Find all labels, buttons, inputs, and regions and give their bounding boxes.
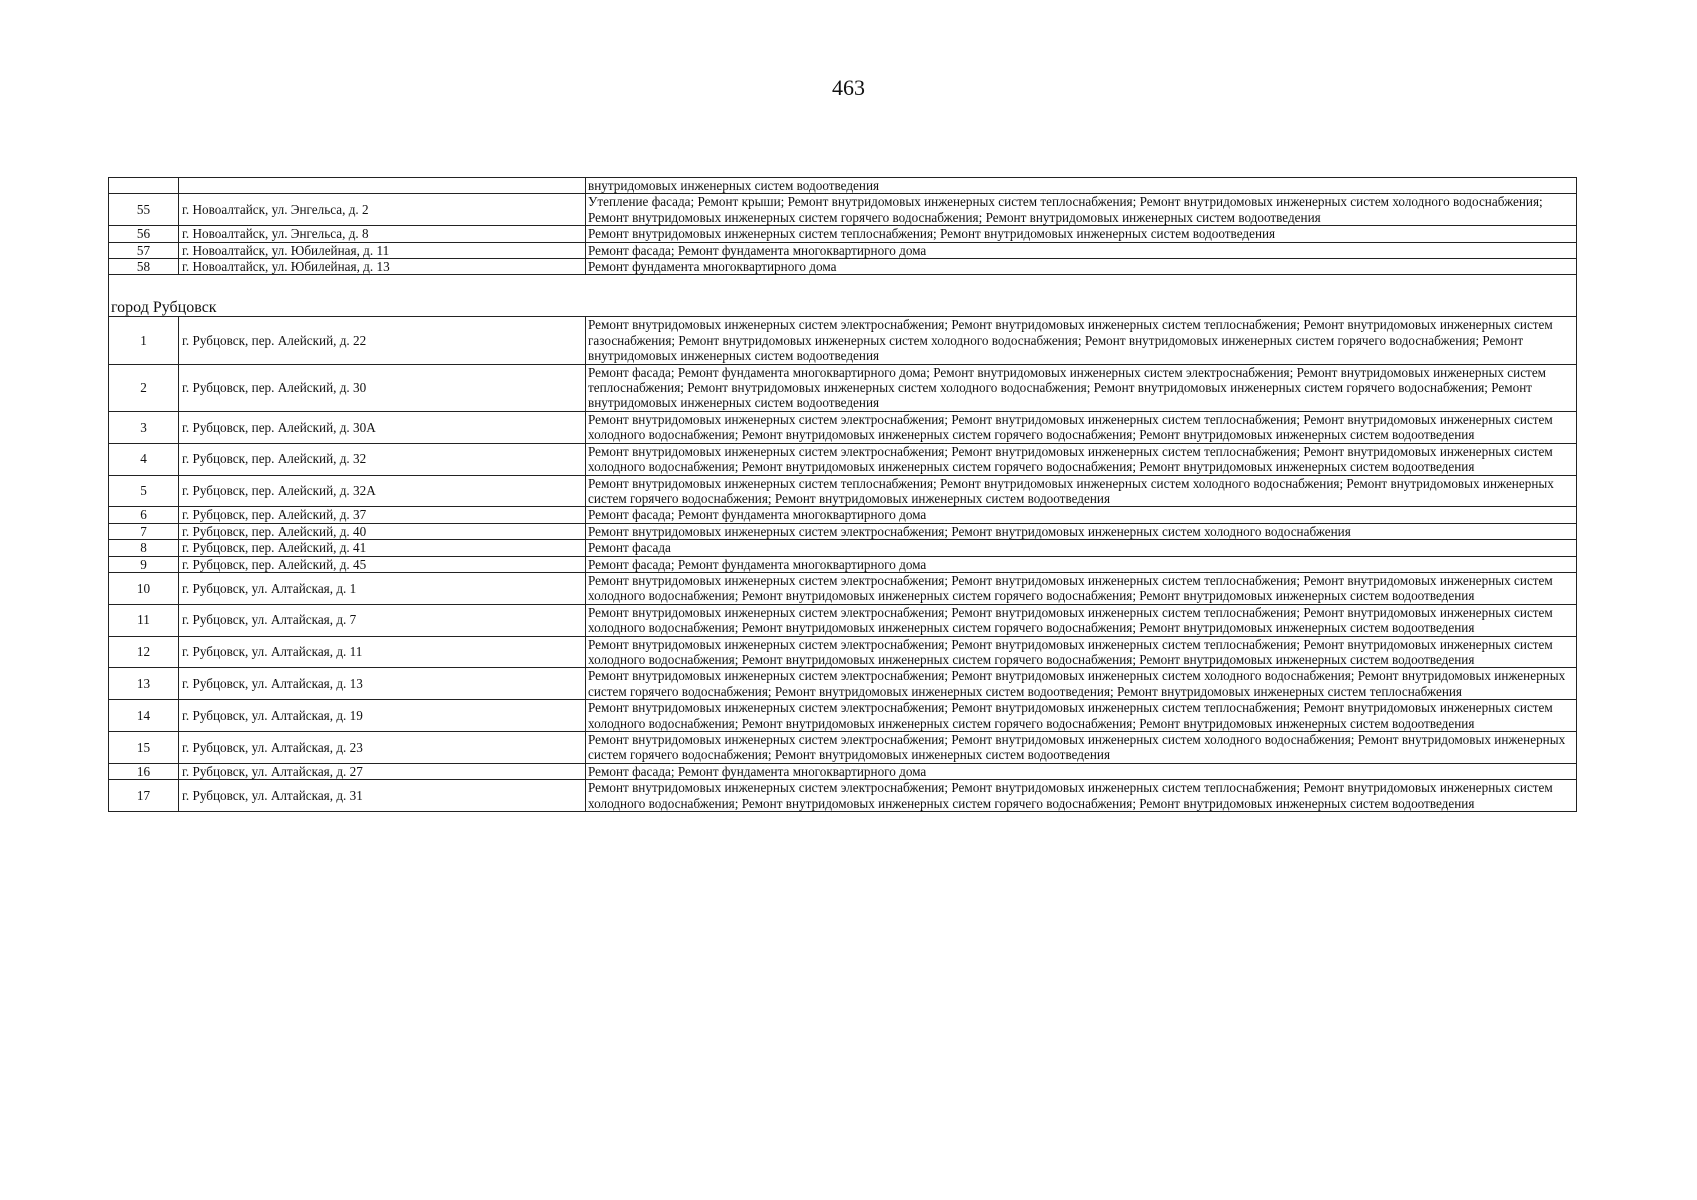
table-row	[109, 763, 1577, 779]
table-row	[109, 523, 1577, 539]
work-description-cell: Ремонт фасада; Ремонт фундамента многоквартирного дома; Ремонт внутридомовых инженерных систем электроснабжения; Ремонт внутридомовых инженерных систем теплоснабжения; Ремонт внутридомовых инженерных систем холодного водоснабжения; Ремонт внутридомовых инженерных систем горячего водоснабжения; Ремонт внутридомовых инженерных систем водоотведения	[586, 364, 1577, 411]
table-row	[109, 540, 1577, 556]
row-number-cell: 55	[109, 194, 179, 226]
table-row	[109, 572, 1577, 604]
table-row	[109, 226, 1577, 242]
work-description-cell: Ремонт внутридомовых инженерных систем электроснабжения; Ремонт внутридомовых инженерных систем теплоснабжения; Ремонт внутридомовых инженерных систем холодного водоснабжения; Ремонт внутридомовых инженерных систем горячего водоснабжения; Ремонт внутридомовых инженерных систем водоотведения	[586, 572, 1577, 604]
address-cell: г. Рубцовск, пер. Алейский, д. 45	[179, 556, 586, 572]
table-row	[109, 364, 1577, 411]
row-number-cell: 12	[109, 636, 179, 668]
address-cell: г. Рубцовск, пер. Алейский, д. 32	[179, 443, 586, 475]
work-description-cell: Ремонт внутридомовых инженерных систем электроснабжения; Ремонт внутридомовых инженерных систем холодного водоснабжения; Ремонт внутридомовых инженерных систем горячего водоснабжения; Ремонт внутридомовых инженерных систем водоотведения	[586, 732, 1577, 764]
row-number-cell: 4	[109, 443, 179, 475]
address-cell: г. Рубцовск, ул. Алтайская, д. 7	[179, 604, 586, 636]
section-header-row	[109, 275, 1577, 317]
table-row	[109, 636, 1577, 668]
address-cell	[179, 178, 586, 194]
row-number-cell: 13	[109, 668, 179, 700]
work-description-cell: Ремонт фасада; Ремонт фундамента многоквартирного дома	[586, 763, 1577, 779]
table-row	[109, 507, 1577, 523]
table-row	[109, 732, 1577, 764]
table-row	[109, 443, 1577, 475]
address-cell: г. Рубцовск, ул. Алтайская, д. 23	[179, 732, 586, 764]
work-description-cell: Ремонт внутридомовых инженерных систем электроснабжения; Ремонт внутридомовых инженерных систем теплоснабжения; Ремонт внутридомовых инженерных систем газоснабжения; Ремонт внутридомовых инженерных систем холодного водоснабжения; Ремонт внутридомовых инженерных систем горячего водоснабжения; Ремонт внутридомовых инженерных систем водоотведения	[586, 317, 1577, 364]
work-description-cell: Ремонт внутридомовых инженерных систем теплоснабжения; Ремонт внутридомовых инженерных систем водоотведения	[586, 226, 1577, 242]
row-number-cell	[109, 178, 179, 194]
row-number-cell: 8	[109, 540, 179, 556]
work-description-cell: Утепление фасада; Ремонт крыши; Ремонт внутридомовых инженерных систем теплоснабжения; Ремонт внутридомовых инженерных систем холодного водоснабжения; Ремонт внутридомовых инженерных систем горячего водоснабжения; Ремонт внутридомовых инженерных систем водоотведения	[586, 194, 1577, 226]
work-description-cell: Ремонт фасада; Ремонт фундамента многоквартирного дома	[586, 556, 1577, 572]
work-description-cell: Ремонт внутридомовых инженерных систем электроснабжения; Ремонт внутридомовых инженерных систем холодного водоснабжения	[586, 523, 1577, 539]
table-row	[109, 178, 1577, 194]
page-number: 463	[832, 75, 865, 100]
table-row	[109, 780, 1577, 812]
work-description-cell: внутридомовых инженерных систем водоотведения	[586, 178, 1577, 194]
row-number-cell: 56	[109, 226, 179, 242]
row-number-cell: 7	[109, 523, 179, 539]
address-cell: г. Рубцовск, ул. Алтайская, д. 11	[179, 636, 586, 668]
row-number-cell: 11	[109, 604, 179, 636]
address-cell: г. Рубцовск, ул. Алтайская, д. 19	[179, 700, 586, 732]
table-row	[109, 317, 1577, 364]
row-number-cell: 16	[109, 763, 179, 779]
row-number-cell: 58	[109, 259, 179, 275]
row-number-cell: 5	[109, 475, 179, 507]
row-number-cell: 2	[109, 364, 179, 411]
work-description-cell: Ремонт внутридомовых инженерных систем электроснабжения; Ремонт внутридомовых инженерных систем теплоснабжения; Ремонт внутридомовых инженерных систем холодного водоснабжения; Ремонт внутридомовых инженерных систем горячего водоснабжения; Ремонт внутридомовых инженерных систем водоотведения	[586, 700, 1577, 732]
address-cell: г. Рубцовск, пер. Алейский, д. 30	[179, 364, 586, 411]
work-description-cell: Ремонт внутридомовых инженерных систем теплоснабжения; Ремонт внутридомовых инженерных систем холодного водоснабжения; Ремонт внутридомовых инженерных систем горячего водоснабжения; Ремонт внутридомовых инженерных систем водоотведения	[586, 475, 1577, 507]
address-cell: г. Рубцовск, пер. Алейский, д. 41	[179, 540, 586, 556]
work-description-cell: Ремонт внутридомовых инженерных систем электроснабжения; Ремонт внутридомовых инженерных систем теплоснабжения; Ремонт внутридомовых инженерных систем холодного водоснабжения; Ремонт внутридомовых инженерных систем горячего водоснабжения; Ремонт внутридомовых инженерных систем водоотведения	[586, 780, 1577, 812]
work-description-cell: Ремонт внутридомовых инженерных систем электроснабжения; Ремонт внутридомовых инженерных систем теплоснабжения; Ремонт внутридомовых инженерных систем холодного водоснабжения; Ремонт внутридомовых инженерных систем горячего водоснабжения; Ремонт внутридомовых инженерных систем водоотведения	[586, 411, 1577, 443]
table-row	[109, 242, 1577, 258]
table-row	[109, 475, 1577, 507]
row-number-cell: 14	[109, 700, 179, 732]
address-cell: г. Новоалтайск, ул. Юбилейная, д. 11	[179, 242, 586, 258]
address-cell: г. Рубцовск, ул. Алтайская, д. 27	[179, 763, 586, 779]
row-number-cell: 6	[109, 507, 179, 523]
address-cell: г. Рубцовск, пер. Алейский, д. 30А	[179, 411, 586, 443]
row-number-cell: 10	[109, 572, 179, 604]
address-cell: г. Рубцовск, пер. Алейский, д. 32А	[179, 475, 586, 507]
table-row	[109, 259, 1577, 275]
work-description-cell: Ремонт фасада; Ремонт фундамента многоквартирного дома	[586, 507, 1577, 523]
work-description-cell: Ремонт внутридомовых инженерных систем электроснабжения; Ремонт внутридомовых инженерных систем теплоснабжения; Ремонт внутридомовых инженерных систем холодного водоснабжения; Ремонт внутридомовых инженерных систем горячего водоснабжения; Ремонт внутридомовых инженерных систем водоотведения	[586, 636, 1577, 668]
section-title: город Рубцовск	[109, 275, 1577, 317]
repair-table	[108, 177, 1577, 812]
work-description-cell: Ремонт фундамента многоквартирного дома	[586, 259, 1577, 275]
row-number-cell: 3	[109, 411, 179, 443]
address-cell: г. Новоалтайск, ул. Юбилейная, д. 13	[179, 259, 586, 275]
table-row	[109, 556, 1577, 572]
row-number-cell: 17	[109, 780, 179, 812]
repair-table-body	[109, 178, 1577, 812]
address-cell: г. Рубцовск, пер. Алейский, д. 40	[179, 523, 586, 539]
address-cell: г. Рубцовск, ул. Алтайская, д. 1	[179, 572, 586, 604]
address-cell: г. Рубцовск, пер. Алейский, д. 37	[179, 507, 586, 523]
row-number-cell: 1	[109, 317, 179, 364]
row-number-cell: 57	[109, 242, 179, 258]
table-row	[109, 700, 1577, 732]
row-number-cell: 15	[109, 732, 179, 764]
work-description-cell: Ремонт фасада	[586, 540, 1577, 556]
address-cell: г. Рубцовск, ул. Алтайская, д. 31	[179, 780, 586, 812]
address-cell: г. Рубцовск, ул. Алтайская, д. 13	[179, 668, 586, 700]
row-number-cell: 9	[109, 556, 179, 572]
table-row	[109, 668, 1577, 700]
work-description-cell: Ремонт фасада; Ремонт фундамента многоквартирного дома	[586, 242, 1577, 258]
table-row	[109, 604, 1577, 636]
address-cell: г. Новоалтайск, ул. Энгельса, д. 2	[179, 194, 586, 226]
work-description-cell: Ремонт внутридомовых инженерных систем электроснабжения; Ремонт внутридомовых инженерных систем холодного водоснабжения; Ремонт внутридомовых инженерных систем горячего водоснабжения; Ремонт внутридомовых инженерных систем водоотведения; Ремонт внутридомовых инженерных систем теплоснабжения	[586, 668, 1577, 700]
table-row	[109, 411, 1577, 443]
table-row	[109, 194, 1577, 226]
address-cell: г. Новоалтайск, ул. Энгельса, д. 8	[179, 226, 586, 242]
work-description-cell: Ремонт внутридомовых инженерных систем электроснабжения; Ремонт внутридомовых инженерных систем теплоснабжения; Ремонт внутридомовых инженерных систем холодного водоснабжения; Ремонт внутридомовых инженерных систем горячего водоснабжения; Ремонт внутридомовых инженерных систем водоотведения	[586, 443, 1577, 475]
address-cell: г. Рубцовск, пер. Алейский, д. 22	[179, 317, 586, 364]
work-description-cell: Ремонт внутридомовых инженерных систем электроснабжения; Ремонт внутридомовых инженерных систем теплоснабжения; Ремонт внутридомовых инженерных систем холодного водоснабжения; Ремонт внутридомовых инженерных систем горячего водоснабжения; Ремонт внутридомовых инженерных систем водоотведения	[586, 604, 1577, 636]
